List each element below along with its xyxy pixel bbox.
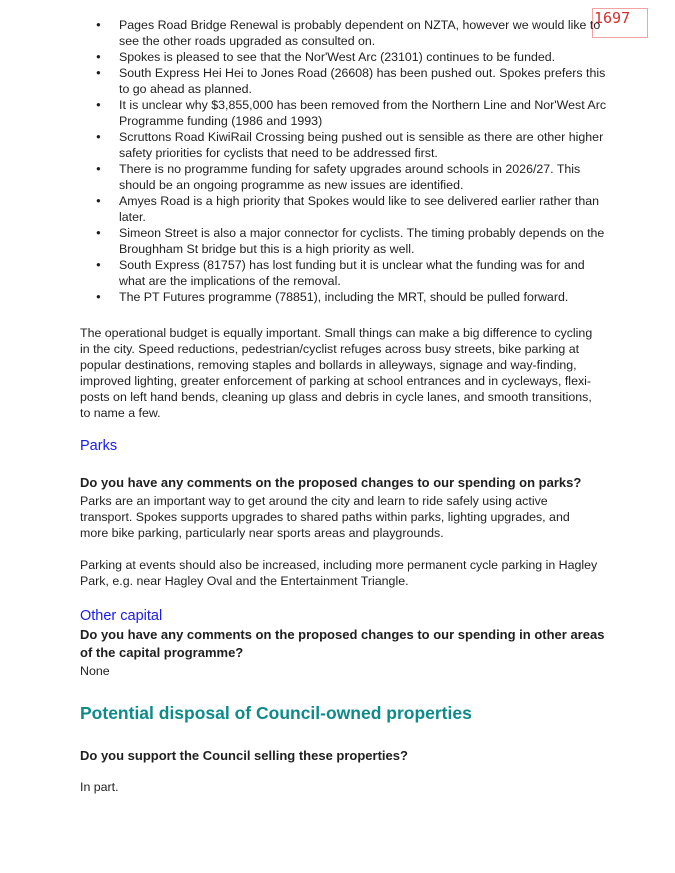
- list-item: ● South Express (81757) has lost funding but it is unclear what the funding was for and what are the implications of the removal.: [80, 257, 610, 289]
- list-item: ● It is unclear why $3,855,000 has been removed from the Northern Line and Nor'West Arc Programme funding (1986 and 1993): [80, 97, 610, 129]
- capital-comments-list: [80, 17, 610, 305]
- disposal-question: Do you support the Council selling these properties?: [80, 748, 408, 763]
- page-number-stamp: 1697: [592, 8, 648, 38]
- operational-budget-paragraph: The operational budget is equally important. Small things can make a big difference to cycling in the city. Speed reductions, pedestrian/cyclist refuges across busy streets, bike parking at popular destinations, removing staples and bollards in alleyways, signage and way-finding, improved lighting, greater enforcement of parking at school entrances and in cycleways, flexi-posts on left hand bends, cleaning up glass and debris in cycle lanes, and smooth transitions, to name a few.: [80, 326, 593, 420]
- list-item: ● There is no programme funding for safety upgrades around schools in 2026/27. This should be an ongoing programme as new issues are identified.: [80, 161, 610, 193]
- list-item: ● Amyes Road is a high priority that Spokes would like to see delivered earlier rather than later.: [80, 193, 610, 225]
- parks-answer-paragraph-2: Parking at events should also be increased, including more permanent cycle parking in Hagley Park, e.g. near Hagley Oval and the Entertainment Triangle.: [80, 558, 598, 588]
- list-item: ● Scruttons Road KiwiRail Crossing being pushed out is sensible as there are other higher safety priorities for cyclists that need to be addressed first.: [80, 129, 610, 161]
- disposal-heading: Potential disposal of Council-owned properties: [80, 703, 472, 723]
- list-item: ● Pages Road Bridge Renewal is probably dependent on NZTA, however we would like to see the other roads upgraded as consulted on.: [80, 17, 610, 49]
- parks-heading: Parks: [80, 438, 118, 454]
- other-capital-question: Do you have any comments on the proposed changes to our spending in other areas of the capital programme?: [80, 627, 605, 660]
- list-item: ● South Express Hei Hei to Jones Road (26608) has been pushed out. Spokes prefers this to go ahead as planned.: [80, 65, 610, 97]
- list-item: ● Simeon Street is also a major connector for cyclists. The timing probably depends on the Broughham St bridge but this is a high priority as well.: [80, 225, 610, 257]
- parks-answer-paragraph-1: Parks are an important way to get around the city and learn to ride safely using active transport. Spokes supports upgrades to shared paths within parks, lighting upgrades, and more bike parking, particularly near sports areas and playgrounds.: [80, 494, 570, 540]
- list-item: ● The PT Futures programme (78851), including the MRT, should be pulled forward.: [80, 289, 610, 305]
- disposal-answer: In part.: [80, 780, 119, 794]
- list-item: ● Spokes is pleased to see that the Nor'West Arc (23101) continues to be funded.: [80, 49, 610, 65]
- parks-question: Do you have any comments on the proposed changes to our spending on parks?: [80, 475, 582, 490]
- other-capital-answer: None: [80, 664, 110, 678]
- other-capital-heading: Other capital: [80, 608, 163, 624]
